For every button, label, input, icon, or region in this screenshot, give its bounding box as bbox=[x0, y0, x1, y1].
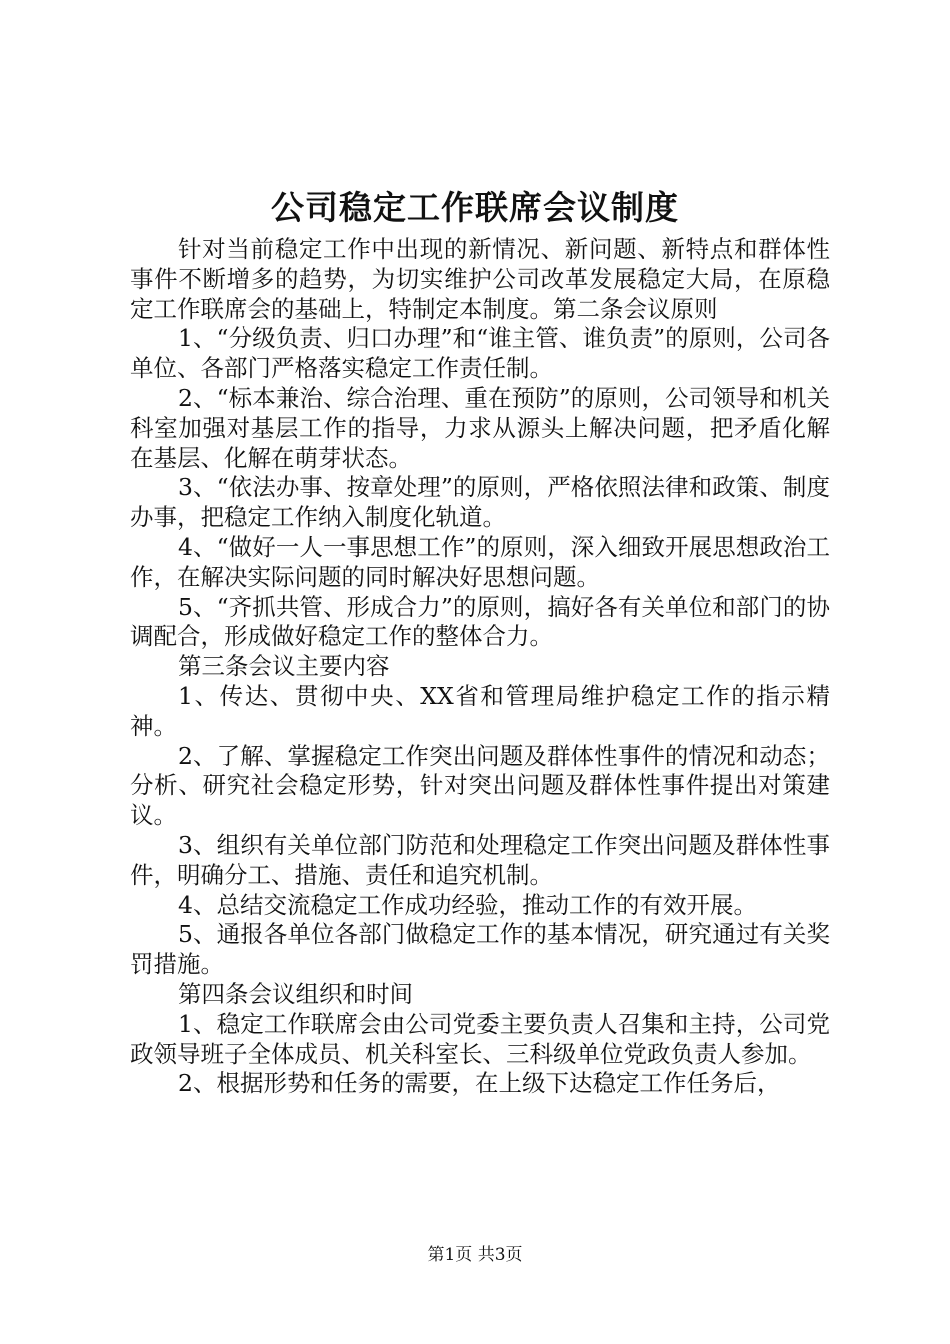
paragraph-content-2: 2、了解、掌握稳定工作突出问题及群体性事件的情况和动态；分析、研究社会稳定形势，针对突出问题及群体性事件提出对策建议。 bbox=[130, 741, 830, 830]
document-body bbox=[130, 235, 830, 1099]
paragraph-principle-3: 3、“依法办事、按章处理”的原则，严格依照法律和政策、制度办事，把稳定工作纳入制度化轨道。 bbox=[130, 473, 830, 532]
paragraph-content-5: 5、通报各单位各部门做稳定工作的基本情况，研究通过有关奖罚措施。 bbox=[130, 920, 830, 979]
section-heading-article-4: 第四条会议组织和时间 bbox=[178, 979, 413, 1008]
paragraph-principle-5: 5、“齐抓共管、形成合力”的原则，搞好各有关单位和部门的协调配合，形成做好稳定工作的整体合力。 bbox=[130, 592, 830, 651]
paragraph-principle-2: 2、“标本兼治、综合治理、重在预防”的原则，公司领导和机关科室加强对基层工作的指导，力求从源头上解决问题，把矛盾化解在基层、化解在萌芽状态。 bbox=[130, 383, 830, 472]
section-heading-article-3: 第三条会议主要内容 bbox=[178, 652, 390, 681]
paragraph-intro: 针对当前稳定工作中出现的新情况、新问题、新特点和群体性事件不断增多的趋势，为切实维护公司改革发展稳定大局，在原稳定工作联席会的基础上，特制定本制度。第二条会议原则 bbox=[130, 235, 830, 323]
paragraph-organization-1: 1、稳定工作联席会由公司党委主要负责人召集和主持，公司党政领导班子全体成员、机关科室长、三科级单位党政负责人参加。 bbox=[130, 1009, 830, 1068]
paragraph-principle-4: 4、“做好一人一事思想工作”的原则，深入细致开展思想政治工作，在解决实际问题的同时解决好思想问题。 bbox=[130, 532, 830, 591]
document-title: 公司稳定工作联席会议制度 bbox=[271, 188, 679, 227]
paragraph-organization-2: 2、根据形势和任务的需要，在上级下达稳定工作任务后， bbox=[178, 1069, 781, 1098]
paragraph-content-4: 4、总结交流稳定工作成功经验，推动工作的有效开展。 bbox=[178, 890, 757, 919]
paragraph-content-3: 3、组织有关单位部门防范和处理稳定工作突出问题及群体性事件，明确分工、措施、责任和追究机制。 bbox=[130, 830, 830, 889]
page-footer: 第1页 共3页 bbox=[427, 1245, 523, 1265]
paragraph-principle-1: 1、“分级负责、归口办理”和“谁主管、谁负责”的原则，公司各单位、各部门严格落实稳定工作责任制。 bbox=[130, 324, 830, 383]
paragraph-content-1: 1、传达、贯彻中央、XX省和管理局维护稳定工作的指示精神。 bbox=[130, 681, 830, 740]
